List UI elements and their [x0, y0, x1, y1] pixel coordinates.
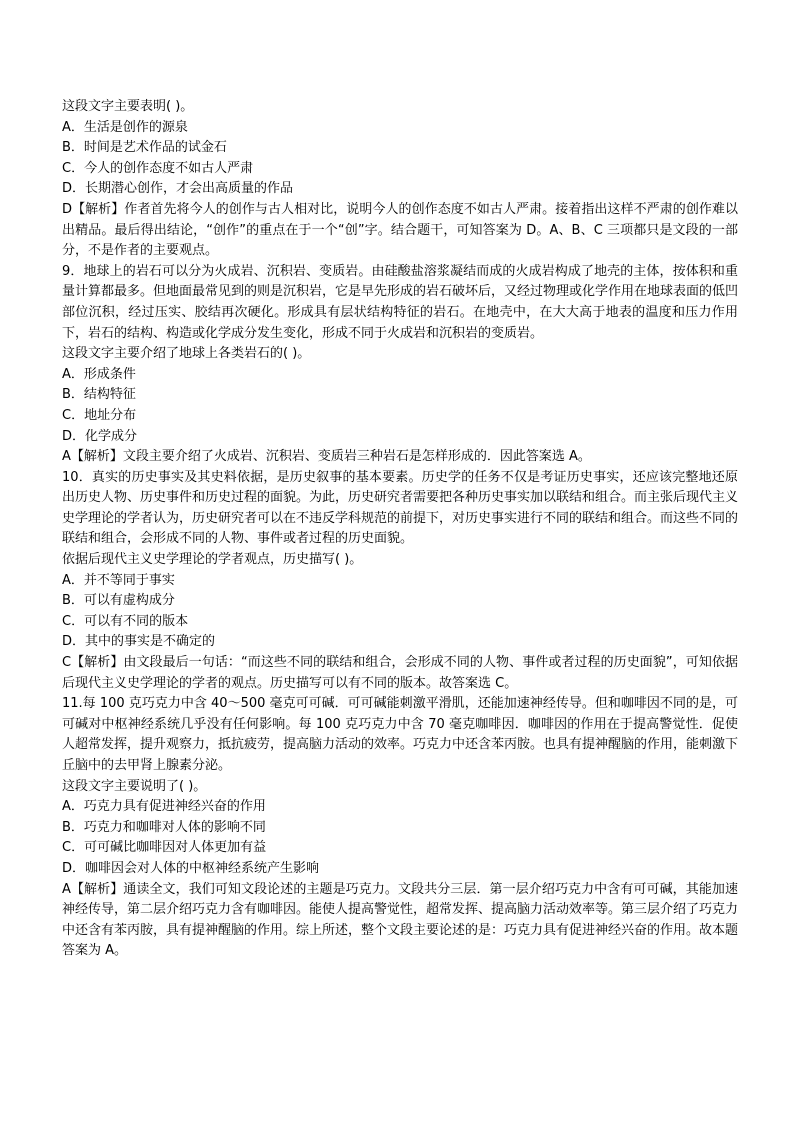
q8-answer-explanation: D【解析】作者首先将今人的创作与古人相对比，说明今人的创作态度不如古人严肃。接着指出这样不严肃的创作难以出精品。最后得出结论，“创作”的重点在于一个“创”字。结合题干，可知答案为 D。A、B、C 三项都只是文段的一部分，不是作者的主要观点。 — [62, 201, 738, 259]
q10-question: 依据后现代主义史学理论的学者观点，历史描写( )。 — [62, 552, 363, 568]
document-page — [62, 97, 738, 962]
q11-option-b: B．巧克力和咖啡对人体的影响不同 — [62, 819, 266, 835]
q11-passage: 11.每 100 克巧克力中含 40～500 毫克可可碱．可可碱能刺激平滑肌，还能加速神经传导。但和咖啡因不同的是，可可碱对中枢神经系统几乎没有任何影响。每 100 克巧克力中含 70 毫克咖啡因．咖啡因的作用在于提高警觉性．促使人超常发挥，提升观察力，抵抗疲劳，提高脑力活动的效率。巧克力中还含苯丙胺。也具有提神醒脑的作用，能刺激下丘脑中的去甲肾上腺素分泌。 — [62, 696, 739, 773]
q9-option-d: D．化学成分 — [62, 428, 138, 444]
q9-question: 这段文字主要介绍了地球上各类岩石的( )。 — [62, 346, 311, 362]
q10-passage: 10．真实的历史事实及其史料依据，是历史叙事的基本要素。历史学的任务不仅是考证历史事实，还应该完整地还原出历史人物、历史事件和历史过程的面貌。为此，历史研究者需要把各种历史事实加以联结和组合。而主张后现代主义史学理论的学者认为，历史研究者可以在不违反学科规范的前提下，对历史事实进行不同的联结和组合。而这些不同的联结和组合，会形成不同的人物、事件或者过程的历史面貌。 — [62, 469, 739, 547]
q8-option-b: B．时间是艺术作品的试金石 — [62, 140, 227, 156]
q10-option-d: D．其中的事实是不确定的 — [62, 634, 216, 650]
q9-option-a: A．形成条件 — [62, 366, 136, 382]
q8-option-a: A．生活是创作的源泉 — [62, 119, 188, 135]
q11-answer-explanation: A【解析】通读全文，我们可知文段论述的主题是巧克力。文段共分三层．第一层介绍巧克力中含有可可碱，其能加速神经传导，第二层介绍巧克力含有咖啡因。能使人提高警觉性，超常发挥、提高脑力活动效率等。第三层介绍了巧克力中还含有苯丙胺，具有提神醒脑的作用。综上所述，整个文段主要论述的是：巧克力具有促进神经兴奋的作用。故本题答案为 A。 — [62, 881, 739, 959]
q9-option-c: C．地址分布 — [62, 407, 137, 423]
q9-answer-explanation: A【解析】文段主要介绍了火成岩、沉积岩、变质岩三种岩石是怎样形成的．因此答案选 A。 — [62, 449, 591, 465]
q11-option-a: A．巧克力具有促进神经兴奋的作用 — [62, 799, 266, 815]
q11-option-d: D．咖啡因会对人体的中枢神经系统产生影响 — [62, 860, 320, 876]
q10-option-c: C．可以有不同的版本 — [62, 613, 189, 629]
q8-question: 这段文字主要表明( )。 — [62, 99, 194, 114]
q8-option-d: D．长期潜心创作，才会出高质量的作品 — [62, 181, 294, 197]
q11-option-c: C．可可碱比咖啡因对人体更加有益 — [62, 840, 267, 856]
q10-option-b: B．可以有虚构成分 — [62, 593, 175, 609]
q10-answer-explanation: C【解析】由文段最后一句话：“而这些不同的联结和组合，会形成不同的人物、事件或者过程的历史面貌”，可知依据后现代主义史学理论的学者的观点。历史描写可以有不同的版本。故答案选 C。 — [62, 655, 738, 691]
q9-option-b: B．结构特征 — [62, 387, 136, 403]
q8-option-c: C．今人的创作态度不如古人严肃 — [62, 160, 254, 176]
q11-question: 这段文字主要说明了( )。 — [62, 778, 207, 794]
q9-passage: 9．地球上的岩石可以分为火成岩、沉积岩、变质岩。由硅酸盐溶浆凝结而成的火成岩构成了地壳的主体，按体积和重量计算都最多。但地面最常见到的则是沉积岩，它是早先形成的岩石破坏后，又经过物理或化学作用在地球表面的低凹部位沉积，经过压实、胶结再次硬化。形成具有层状结构特征的岩石。在地壳中，在大大高于地表的温度和压力作用下，岩石的结构、构造或化学成分发生变化，形成不同于火成岩和沉积岩的变质岩。 — [62, 263, 739, 341]
q10-option-a: A．并不等同于事实 — [62, 572, 175, 588]
